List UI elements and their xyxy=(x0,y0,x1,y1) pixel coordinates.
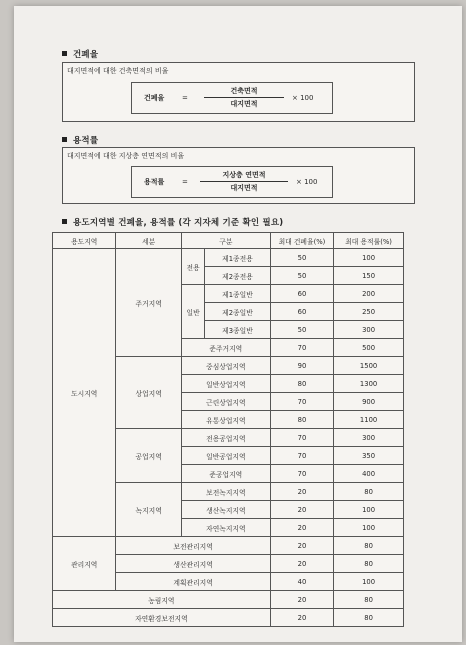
row-name: 계획관리지역 xyxy=(116,573,270,591)
row-far: 1300 xyxy=(334,375,404,393)
formula-box xyxy=(131,82,333,114)
document-page xyxy=(14,6,462,642)
zoning-table xyxy=(52,232,404,627)
formula-lhs: 건폐율 xyxy=(144,94,165,102)
row-coverage: 50 xyxy=(270,249,333,267)
header-max-far: 최대 용적률(%) xyxy=(334,233,404,249)
row-far: 400 xyxy=(334,465,404,483)
row-name: 자연환경보전지역 xyxy=(53,609,271,627)
section-heading-zoning xyxy=(62,216,283,228)
group-exclusive: 전용 xyxy=(181,249,204,285)
row-coverage: 20 xyxy=(270,591,333,609)
formula-denominator: 대지면적 xyxy=(230,184,258,192)
group-urban: 도시지역 xyxy=(53,249,116,537)
row-name: 농림지역 xyxy=(53,591,271,609)
row-far: 350 xyxy=(334,447,404,465)
bullet-square-icon xyxy=(62,219,67,224)
row-name: 일반상업지역 xyxy=(181,375,270,393)
row-far: 900 xyxy=(334,393,404,411)
formula-box xyxy=(131,166,333,198)
row-coverage: 70 xyxy=(270,447,333,465)
section-title: 용적률 xyxy=(73,136,99,146)
row-name: 제2종전용 xyxy=(205,267,271,285)
table-row xyxy=(53,249,404,267)
formula-denominator: 대지면적 xyxy=(230,100,258,108)
row-coverage: 70 xyxy=(270,465,333,483)
row-coverage: 50 xyxy=(270,321,333,339)
row-far: 80 xyxy=(334,483,404,501)
header-subdivision: 세분 xyxy=(116,233,182,249)
row-name: 제3종일반 xyxy=(205,321,271,339)
row-far: 80 xyxy=(334,555,404,573)
definition-box-coverage xyxy=(62,62,415,122)
row-name: 생산녹지지역 xyxy=(181,501,270,519)
row-coverage: 60 xyxy=(270,285,333,303)
formula-fraction xyxy=(204,86,284,109)
row-coverage: 20 xyxy=(270,537,333,555)
row-far: 1500 xyxy=(334,357,404,375)
row-name: 보전녹지지역 xyxy=(181,483,270,501)
row-coverage: 70 xyxy=(270,429,333,447)
row-far: 80 xyxy=(334,591,404,609)
row-name: 제2종일반 xyxy=(205,303,271,321)
section-heading-coverage xyxy=(62,48,98,60)
row-coverage: 40 xyxy=(270,573,333,591)
row-coverage: 20 xyxy=(270,501,333,519)
row-coverage: 80 xyxy=(270,411,333,429)
formula-equals: = xyxy=(182,178,188,186)
row-name: 준공업지역 xyxy=(181,465,270,483)
row-coverage: 20 xyxy=(270,555,333,573)
row-name: 일반공업지역 xyxy=(181,447,270,465)
header-zone: 용도지역 xyxy=(53,233,116,249)
section-heading-far xyxy=(62,134,98,146)
section-title: 용도지역별 건폐율, 용적률 (각 지자체 기준 확인 필요) xyxy=(73,218,284,228)
group-commercial: 상업지역 xyxy=(116,357,182,429)
row-name: 근린상업지역 xyxy=(181,393,270,411)
row-far: 100 xyxy=(334,249,404,267)
table-header-row xyxy=(53,233,404,249)
group-green: 녹지지역 xyxy=(116,483,182,537)
row-far: 250 xyxy=(334,303,404,321)
definition-text: 대지면적에 대한 건축면적의 비율 xyxy=(67,67,169,75)
row-far: 200 xyxy=(334,285,404,303)
header-max-coverage: 최대 건폐율(%) xyxy=(270,233,333,249)
row-name: 보전관리지역 xyxy=(116,537,270,555)
row-far: 300 xyxy=(334,321,404,339)
formula-numerator: 건축면적 xyxy=(204,86,284,98)
table-row xyxy=(53,537,404,555)
row-far: 80 xyxy=(334,537,404,555)
definition-box-far xyxy=(62,147,415,204)
row-far: 300 xyxy=(334,429,404,447)
row-name: 생산관리지역 xyxy=(116,555,270,573)
row-coverage: 60 xyxy=(270,303,333,321)
row-coverage: 90 xyxy=(270,357,333,375)
row-name: 전용공업지역 xyxy=(181,429,270,447)
bullet-square-icon xyxy=(62,51,67,56)
row-name: 제1종전용 xyxy=(205,249,271,267)
formula-fraction xyxy=(200,170,288,193)
row-name: 유통상업지역 xyxy=(181,411,270,429)
table-row xyxy=(53,609,404,627)
row-far: 500 xyxy=(334,339,404,357)
formula-multiplier: × 100 xyxy=(292,94,314,102)
row-coverage: 70 xyxy=(270,393,333,411)
row-far: 100 xyxy=(334,519,404,537)
header-category: 구분 xyxy=(181,233,270,249)
formula-numerator: 지상층 연면적 xyxy=(200,170,288,182)
row-name: 중심상업지역 xyxy=(181,357,270,375)
row-far: 80 xyxy=(334,609,404,627)
row-far: 100 xyxy=(334,501,404,519)
table-row xyxy=(53,591,404,609)
row-coverage: 20 xyxy=(270,483,333,501)
formula-lhs: 용적률 xyxy=(144,178,165,186)
group-general: 일반 xyxy=(181,285,204,339)
row-coverage: 80 xyxy=(270,375,333,393)
formula-equals: = xyxy=(182,94,188,102)
row-coverage: 20 xyxy=(270,519,333,537)
row-name: 제1종일반 xyxy=(205,285,271,303)
group-management: 관리지역 xyxy=(53,537,116,591)
row-far: 150 xyxy=(334,267,404,285)
formula-multiplier: × 100 xyxy=(296,178,318,186)
section-title: 건폐율 xyxy=(73,50,99,60)
row-coverage: 70 xyxy=(270,339,333,357)
row-far: 1100 xyxy=(334,411,404,429)
row-coverage: 20 xyxy=(270,609,333,627)
row-name: 준주거지역 xyxy=(181,339,270,357)
definition-text: 대지면적에 대한 지상층 연면적의 비율 xyxy=(67,152,185,160)
group-residential: 주거지역 xyxy=(116,249,182,357)
group-industrial: 공업지역 xyxy=(116,429,182,483)
row-name: 자연녹지지역 xyxy=(181,519,270,537)
row-coverage: 50 xyxy=(270,267,333,285)
row-far: 100 xyxy=(334,573,404,591)
bullet-square-icon xyxy=(62,137,67,142)
